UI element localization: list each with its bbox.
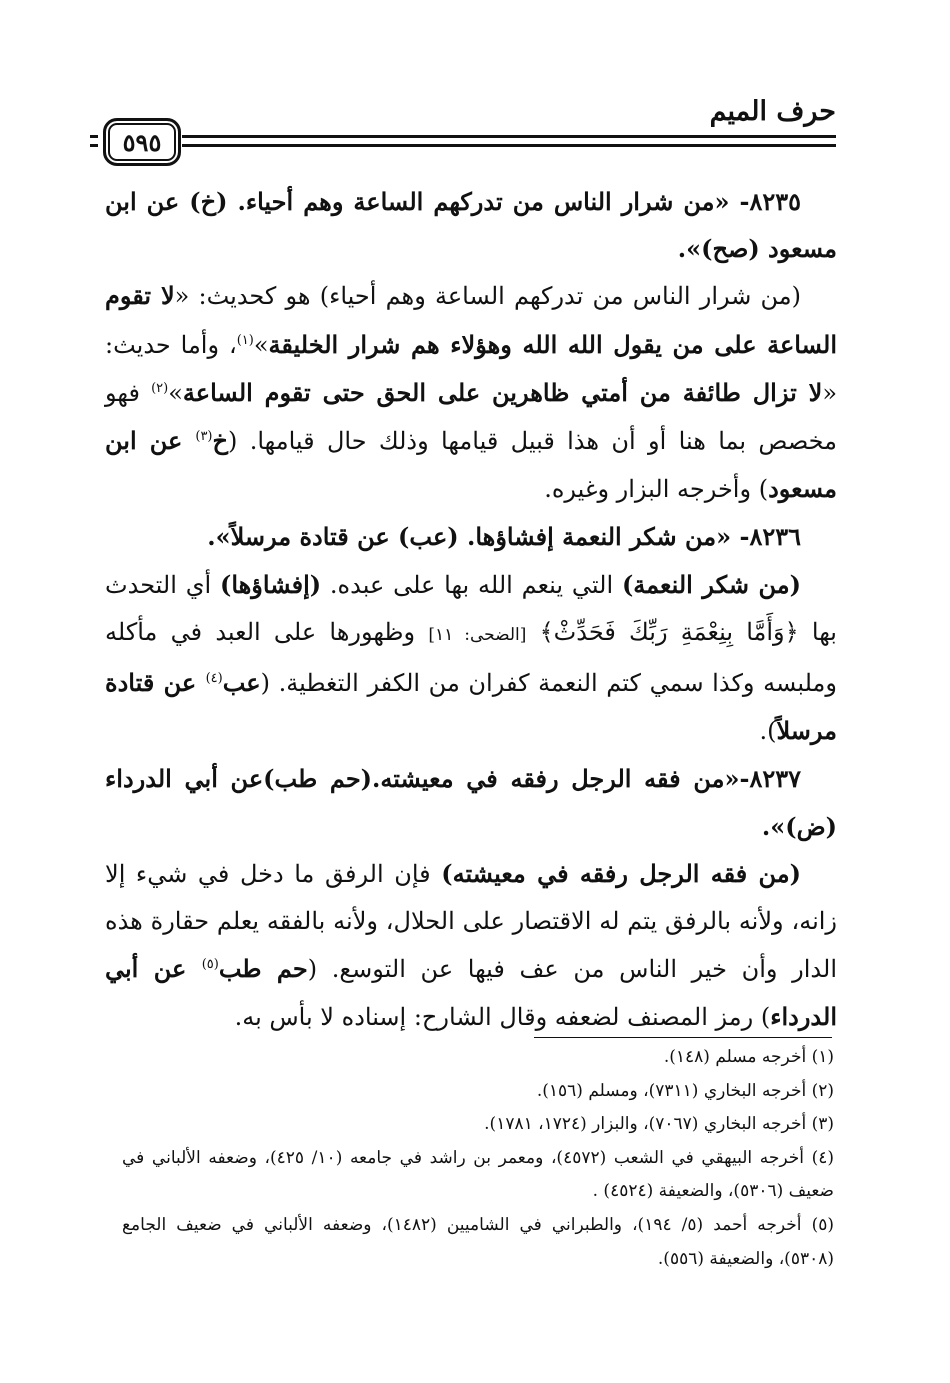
page-header <box>90 96 836 166</box>
commentary-bold-text: (إفشاؤها) <box>219 569 322 599</box>
header-rule <box>182 144 836 147</box>
commentary-text: ) رمز المصنف لضعفه وقال الشارح: إسناده لا بأس به. <box>234 1003 771 1032</box>
footnote: (١) أخرجه مسلم (١٤٨). <box>663 1047 834 1067</box>
commentary-bold-text: (من شكر النعمة) <box>621 569 802 599</box>
narrator-name: عن قتادة مرسلاً <box>105 668 837 746</box>
hadith-entry <box>105 178 837 272</box>
footnote-marker: (٥) <box>201 957 219 973</box>
header-rule <box>90 144 98 147</box>
commentary-text: (من شرار الناس من تدركهم الساعة وهم أحياء) هو كحديث: « <box>174 282 802 311</box>
header-rule <box>90 135 98 138</box>
hadith-entry <box>105 513 837 560</box>
commentary-text: أي التحدث بها <box>105 570 837 646</box>
commentary-bold-text: لا تقوم الساعة على من يقول الله الله وهؤلاء هم شرار الخليقة <box>105 281 838 359</box>
commentary-text: التي ينعم الله بها على عبده. <box>321 570 622 599</box>
source-code: خ <box>212 426 228 456</box>
hadith-text: ٨٢٣٧-«من فقه الرجل رفقه في معيشته.(حم طب)عن أبي الدرداء (ض)». <box>105 764 837 841</box>
commentary-text: ) وأخرجه البزار وغيره. <box>544 475 769 504</box>
footnote-marker: (٤) <box>205 671 223 687</box>
narrator-name: عن أبي الدرداء <box>105 954 837 1032</box>
commentary-text: فإن الرفق ما دخل في شيء إلا زانه، ولأنه بالرفق يتم له الاقتصار على الحلال، ولأنه بالفقه يعلم حقارة هذه الدار وأن خير الناس من عف فيها عن التوسع. ( <box>105 859 837 984</box>
commentary-text: » <box>253 330 269 359</box>
narrator-name: عن ابن مسعود <box>105 426 837 504</box>
commentary-bold-text: لا تزال طائفة من أمتي ظاهرين على الحق حتى تقوم الساعة <box>182 377 823 407</box>
footnote-separator <box>534 1037 832 1038</box>
footnote: (٣) أخرجه البخاري (٧٠٦٧)، والبزار (١٧٢٤، ١٧٨١). <box>484 1114 834 1135</box>
main-text <box>105 178 837 1042</box>
chapter-title: حرف الميم <box>709 96 836 127</box>
commentary <box>105 850 837 1042</box>
hadith-text: ٨٢٣٦- «من شكر النعمة إفشاؤها. (عب) عن قتادة مرسلاً». <box>207 522 801 552</box>
quran-reference: [الضحى: ١١] <box>428 624 527 645</box>
commentary-bold-text: (من فقه الرجل رفقه في معيشته) <box>441 858 801 888</box>
footnotes <box>122 1041 834 1276</box>
page-number-frame <box>103 118 181 166</box>
page-number: ٥٩٥ <box>122 127 162 157</box>
commentary-text: وظهورها على العبد في مأكله وملبسه وكذا سمي كتم النعمة كفران من الكفر التغطية. ( <box>105 617 837 698</box>
source-code: عب <box>222 668 261 698</box>
commentary-text: ، وأما حديث: « <box>105 330 838 407</box>
quran-verse: ﴿وَأَمَّا بِنِعْمَةِ رَبِّكَ فَحَدِّثْ﴾ <box>539 617 799 646</box>
commentary-text: » <box>168 378 183 407</box>
footnote: (٤) أخرجه البيهقي في الشعب (٤٥٧٢)، ومعمر بن راشد في جامعه (١٠/ ٤٢٥)، وضعفه الألباني في ضعيف (٥٣٠٦)، والضعيفة (٤٥٢٤) . <box>122 1147 835 1202</box>
header-rule <box>182 135 836 138</box>
commentary <box>105 561 837 756</box>
commentary-text: ). <box>759 717 777 746</box>
footnote: (٥) أخرجه أحمد (٥/ ١٩٤)، والطبراني في الشاميين (١٤٨٢)، وضعفه الألباني في ضعيف الجامع (٥٣٠٨)، والضعيفة (٥٥٦). <box>122 1214 834 1269</box>
hadith-text: ٨٢٣٥- «من شرار الناس من تدركهم الساعة وهم أحياء. (خ) عن ابن مسعود (صح)». <box>105 187 837 264</box>
source-code: حم طب <box>218 954 308 984</box>
footnote-marker: (١) <box>236 332 254 348</box>
footnote: (٢) أخرجه البخاري (٧٣١١)، ومسلم (١٥٦). <box>536 1080 834 1101</box>
hadith-entry <box>105 755 837 849</box>
footnote-marker: (٢) <box>151 380 169 396</box>
commentary <box>105 272 837 513</box>
footnote-marker: (٣) <box>195 429 213 445</box>
commentary-text: فهو مخصص بما هنا أو أن هذا قبيل قيامها وذلك حال قيامها. ( <box>105 378 837 456</box>
